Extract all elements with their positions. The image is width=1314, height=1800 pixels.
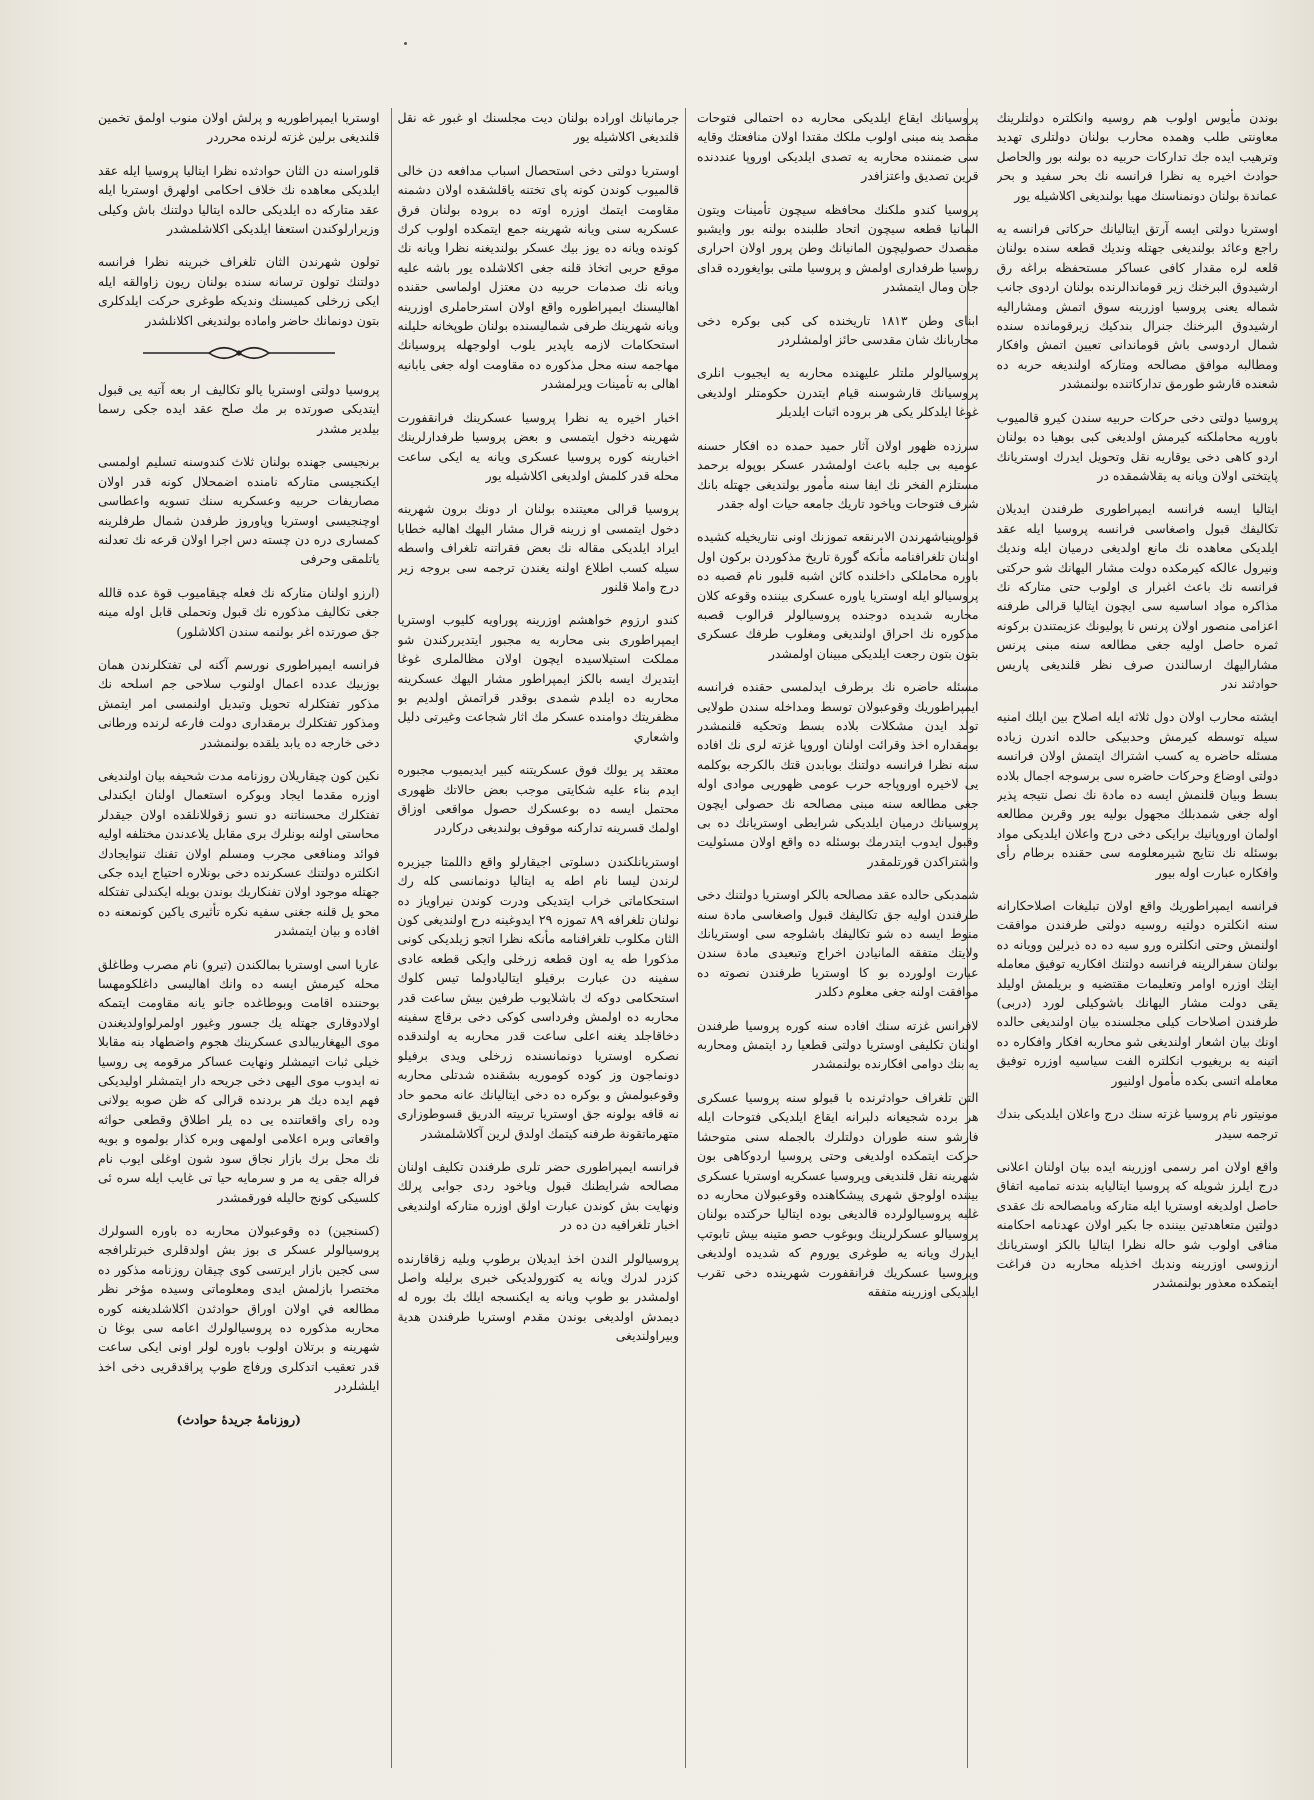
article-paragraph: شمدبكی حالده عقد مصالحه بالكر اوستريا دولتنك دخی طرفندن اوليه جق تكاليفك قبول واصغاسی مادة سنه منوط ايسه ده شو تكاليفك باشلوجه سی اوستريانك ولايتك متفقه المانيادن اخراج وتبعيدی مادة سندن عبارت اولورده بو كا اوستريا طرفندن نصوته ده موافقت اولنه جغی معلوم دكلدر bbox=[697, 887, 979, 1000]
article-paragraph: پروسيا دولتی دخی حركات حربيه سندن كيرو قالميوب باورپه محاملكنه كيرمش اولديغی كبی بوهيا ده بولنان اردو كاهی دخی يوقاريه نقل وتحويل ايدرك اوستريانك پايتختی اولان ويانه يه يقلاشمقده در bbox=[996, 409, 1278, 483]
article-paragraph: (روزنامۀ جريدۀ حوادث) bbox=[176, 1411, 301, 1427]
article-paragraph: كندو ارزوم خواهشم اوزرينه پوراويه كليوب اوستريا ايمپراطوری بنی محاربه يه مجبور ايتديرركندن شو مملكت استيلاسيده ايچون اولان مظالملری غوغا ايتديرك ايسه بالكز ايمپراطور مشار اليهك عسكرينه محاربه ده ايلدم شمدی بوقدر قراتمش اولديم بو مظفريتك دوامنده عسكر مك اثار شجاعت وغيرتی دليل واشعاري bbox=[397, 612, 679, 744]
article-paragraph: (كسنجين) ده وقوعبولان محاربه ده باوره السولرك پروسيالولر عسكر ی بوز بش اولدقلری خبرتلرافجه سی كجين بازار ايرتسی كوی چيقان روزنامه مذكور ده مختصرا بازلمش ايدی ومعلوماتی وسيده مؤخر نظر مطالعه في اولان اوراق حوادثدن اكلاشلديغنه كوره محاربه مذكوره ده پروسيالولرك اعامه سی بوغا ن شهرينه و برتلان اولوب باوره لولر اونی ايكی ساعت قدر تعقيب اتدكلری ورفاچ طوپ پراقدقريی دخی اخذ ايلشلردر bbox=[98, 1222, 380, 1394]
article-paragraph: مونيتور نام پروسيا غزته سنك درج واعلان ايلديكی بندك ترجمه سيدر bbox=[996, 1106, 1278, 1141]
article-paragraph: التن تلغراف حوادثرنده با قبولو سنه پروسيا عسكری هر برده شجيعانه دلبرانه ايقاع ايلديكی فتوحات ايله فارشو سنه طوران دولتلرك بالجمله سنی متوحشا حركت ايتمكده اولديغی وحتی پروسيا اردوكاهی بون شهرينه نقل قلنديغی وپروسيا عسكريه اوستريا عسكری بيننده اولوجق شهری پيشكاهنده وقوعبولان محاربه ده غلبه پروسيالولرده قالديغی بوده ايتاليا حركتده بولنان پروسيالو عسكرلرينك وبوغوب حصو متينه بيش تابوتپ ايدرك ويانه يه طوغری يوروم كه شديده اولديغی وپروسيا عسكريك فرانقفورت شهرينده دخی تقرب ايلديكی اوزرينه متفقه bbox=[697, 1089, 979, 1299]
article-paragraph: پروسيا كندو ملكنك محافظه سيچون تأمينات ويتون المانيا قطعه سيچون اتحاد طلبنده بولنه بور وايشبو مقصدك حصوليچون المانيانك وطن پرور اولان احراری روسيا طرفداری اولمش و پروسيا ملتی بوايغورده قدای جان ومال ايتمشدر bbox=[697, 201, 979, 295]
article-paragraph: معتقد پر يولك فوق عسكريتنه كبير ايديميوب مجبوره ايدم بناء عليه شكايتی موجب بعض حالاتك ظهوری محتمل ايسه ده بوعسكرك حصول مواقعی اوزاق اولمك قسرينه تداركنه موقوف بولنديغی دركاردر bbox=[397, 762, 679, 836]
article-paragraph: برنجيسی جهنده بولنان ثلاث كندوسنه تسليم اولمسی ايكنجيسی متاركه نامنده اضمحلال كونه قدر اولان مصاريفات حربيه وعسكريه سنك تسويه واعطاسی اوچنجيسی اوستريا وپاوروز طرفدن شمال طرفلرينه كمساری دره دن چسته دس اجرا اولان قرعه نك تعدلنه ياتلمقی وحرفی bbox=[98, 454, 380, 567]
article-paragraph: فرانسه ايمپراطوری نورسم آكنه لی تفتكلرندن همان بوزبيك عدده اعمال اولنوب سلاحی جم اسلحه نك مذكور تفتكلرله تحويل وتبديل اولنمسی امر ايتمش ومذكور تفتكلرك برمقداری دولت فارعه لرنده ورطانی دخی خارجه ده يابد يلقده بولنمشدر bbox=[98, 656, 380, 750]
article-paragraph: لافرانس غزته سنك افاده سنه كوره پروسيا طرفندن اولنان تكليفی اوستريا دولتی قطعيا رد ايتمش ومحاربه يه بنك دوامی افكارنده بولنمشدر bbox=[697, 1017, 979, 1072]
article-paragraph: پروسيالولر ملتلر علیهنده محاربه يه ايجيوب انلری پروسيانك قارشوسنه قيام ايتدرن حكومتلر اولديغی غوغا ايلدكلر يكی هر بروده اثبات ايلديلر bbox=[697, 365, 979, 420]
article-paragraph: واقع اولان امر رسمی اوزرينه ايده بيان اولنان اعلانی درج ايلرز شويله كه پروسيا ايتاليايه بندنه تماميه اتفاق حاصل اولديغه اوستريا ايله متاركه وبامصالحه نك عقدی دولتين متعاهدتين بيننده جا بكير اولان عهدنامه احكامنه منافی اولوب شو حاله نظرا ايتاليا بالكز اوستريانك ارزوسی اوزرينه وندبك اخذيله محاربه دن فراغت ايتمكده معذور بولنمشدر bbox=[996, 1158, 1278, 1291]
article-paragraph: عاريا اسی اوستريا بمالكندن (تيرو) نام مصرب وطاغلق محله كيرمش ايسه ده وانك اهاليسی داغلكومهسا بوحننده اقامت وبوطاغده جانو يانه مقاومت ايتمكه اولادوقاری جهتله يك جسور وغيور اولمرلواولديغندن موی اليهغاريبالدی عسكرينك هجوم واضطهاد بنه مقابلا خيلی ثبات اتيمشلر ونهايت عساكر مرقومه پی روسيا نه ايدوب موی اليهی دخی جريحه دار ايتمشلر اوليديكی فهم ايده ديك هر بردنده قرالی كه ظن صوبه يولانی وده رای واقعاتنده يی ده يلر اطلاق وقطعی حواثه واقعاتی وبره اعلامی اولمهی وبره كذار بولموه و بويه نك محل برك بازار نجاق سود شون اوغلی ايوب نام فراله جقی يه مر و سرمايه حيا تی غايب ايله سره ئی كلسيكی كونج حاليله فورقمشدر bbox=[98, 956, 380, 1205]
article-paragraph: سرزده ظهور اولان آثار حميد حمده ده افكار حسنه عوميه بی جلبه باعث اولمشدر عسكر بوپوله برحمد مستلزم الفخر نك ايفا سنه مأمور بولنديغی جهتله بانك شرف فتوحات وياخود تاريك جامعه حيات اوله جقدر bbox=[697, 437, 979, 511]
article-paragraph: بوندن مأيوس اولوب هم روسیه وانكلتره دولتلرينك معاونتی طلب وهمده محارب بولنان دولتلری تهديد وترهيب ايده جك تداركات حربيه ده بولنه بور والحاصل حوادث اخيره يه نظرا فرانسه نك بحر سفيد و بحر عماندة بولنان دونمناسنك مهيا بولنديغی اكلاشيله يور bbox=[996, 110, 1278, 203]
article-paragraph: ايتاليا ايسه فرانسه ايمپراطوری طرفندن ايديلان تكاليفك قبول واصغاسی فرانسه پروسيا ايله عقد ايلديكی معاهده نك مانع اولديغی درميان ايله ونديك ونيرول عالكه كيرمكده دولت مشار اليهانك شو حركتی فرانسه نك باعث اغبرار ی اولوب حتی متاركه نك مذاكره مواد اساسيه سی ايچون ايتاليا قرالی طرفنه اعزامی منصور اولان پرنس نا پوليونك عزيمتندن بركونه ثمره حاصل اوليه جغی مطالعه سنه مبنی پرنس مشاراليهك ارسالندن صرف نظر قلنديغی پاريس حوادثند ندر bbox=[996, 501, 1278, 691]
article-paragraph: اوستريا ايمپراطوريه و پرلش اولان منوب اولمق تخمين قلنديغی برلين غزته لرنده محرردر bbox=[98, 110, 380, 145]
column-2 bbox=[697, 108, 979, 1768]
article-paragraph: پروسيا دولتی اوستريا يالو تكاليف ار بعه آتيه يی قبول ايتديكی صورتده بر مك صلح عقد ايده جكی رسما بيلدير مشدر bbox=[98, 382, 380, 436]
article-paragraph: ايشته محارب اولان دول ثلاثه ايله اصلاح بين ايلك امنيه سيله توسطه كيرمش وحدبيكی حالده اندرن زياده مسئله حاضره يه كسب اشتراك ايتمش اولان فرانسه دولتی اوضاع وحركات حاضره سی برسوجه اجمال بلاده بسط وبيان قلنمش ايسه ده مادة نك نصل نتيجه پذير اوله جغی شمدبلك مجهول بوليه يور وقربن مطالعه اولمان اوروپانيك برايكی دخی درج واعلان ايلديكی مواد بوسئله نك نتايج شيرمعلومه سی حقنده برطام رأی وافكاره عبارت اوله بيور bbox=[996, 709, 1278, 880]
article-paragraph: فرانسه ايمپراطوری حضر تلری طرفندن تكليف اولنان مصالحه شرايطنك قبول وياخود ردی جوابی پرلك ونهايت بش كوندن عبارت اولق اوزره متاركه اولنديغی اخبار تلغرافيه دن ده در bbox=[397, 1158, 679, 1233]
column-3 bbox=[398, 108, 680, 1768]
article-paragraph: جرمانيانك اوراده بولنان ديت مجلسنك او غبور غه نقل قلنديغی اكلاشيله يور bbox=[397, 110, 679, 145]
article-paragraph: اوستريا دولتی دخی استحصال اسباب مدافعه دن خالی قالميوب كوندن كونه پای تختنه ياقلشقده اولان دشمنه مقاومت ايتمك اوزره اوته ده بروده بولنان فرق عسكريه سنی ويانه شهرينه جمع ايتمكده اولوب كرك كونده ويانه ده يوز بيك عسكر بولنديغنه نظرا ويانه نك موقع حربی اتخاذ قلنه جغی اكلاشلده يور باشه عليه ويانه نك صدمات حربيه دن معتزل اولماسی حقنده اهاليسنك ايمپراطوره واقع اولان استرحاملری اوزرينه ويانه شهرينك طرفی شماليسنده بولنان طوپخانه حليلنه استحكامات لازمه ياپدير يلوب اولوجهله پروسيانك مهاجمه سنه محل مذكوره ده مقاومت اوله جغی يابانيه اهالی به تأمينات ويرلمشدر bbox=[397, 162, 679, 392]
article-paragraph: اخبار اخيره يه نظرا پروسيا عسكرينك فرانقفورت شهرينه دخول ايتمسی و بعض پروسيا طرفدارلرينك اخبارينه كوره پروسيا عسكری ويانه يه ايكی ساعت محله قدر كلمش اولديغی اكلاشيله يور bbox=[397, 409, 679, 483]
article-paragraph: تولون شهرندن الثان تلغراف خبرينه نظرا فرانسه دولتنك تولون ترسانه سنده بولنان ريون زاوالقه ايله ايكی زرخلی كميسنك ونديكه طوغری حركت ايلدكلری بتون دونمانك حاضر واماده بولنديغی اكلانلشدر bbox=[98, 254, 380, 328]
text-columns bbox=[98, 108, 1278, 1768]
column-4 bbox=[98, 108, 380, 1768]
divider-ornament bbox=[98, 344, 380, 362]
article-paragraph: نكين كون چيقاريلان روزنامه مدت شحيفه بيان اولنديغی اوزره مقدما ايجاد وبوكره استعمال اولنان ايكندلی تفتكلرك محسناتنه دو نسو زقوللانلقده اولان جيقدلر محاستی اولنه بونلرك بری مقابل يلاعدندن مختلفه اوليه فوائد ومنافعی مجرب ومسلم اولان تفنك تنوايجادك انكلتره دولتنك عسكرنده دخی بونلاره احتياج ايده جكی جهتله موجود اولان تفنكاريك بوندن بويله ايكندلی تفتكله محو يل قلنه جغنی سفيه نكره تأثيری ياكين كونمعنه ده افاده و بيان ايتمشدر bbox=[98, 767, 380, 939]
article-paragraph: اوستريا دولتی ايسه آرتق ايتاليانك حركاتی فرانسه يه راجع وعائد بولنديغی جهتله وندیك قطعه سنده بولنان قلعه لره مقدار كافی عساكر مستحفظه براغه رق ارشيدوق البرخنك زير قوماندالرنده بولنان اردوی جانب شماله يعنی پروسيا اوزرينه سوق اتمش ومشاراليه ارشيدوق البرخنك جنرال بندكيك زيرقومانده سنده شمال اردوسی باش قوماندانی تعيين اتمش وافكار ومطالبه موافق مصالحه ومتاركه اولنديغه حربه ده شعنده قارشو طورمق تداركاتنده بولنمشدر bbox=[996, 221, 1278, 392]
article-paragraph: فرانسه ايمپراطوريك واقع اولان تبليغات اصلاحكارانه سنه انكلتره دولتيه روسيه دولتی طرفندن موافقت اولنمش وحتی انكلتره ورو سيه ده ده ذيرلين وويانه ده بولنان سفرالرينه فرانسه دولتنك افكاريه توفيق معامله ايتك اوزره اوامر وتعليمات مقتضيه و بريلمش اوليلد يقی دولت مشار اليهانك باشوكيلی لورد (دربی) طرفندن اصلاحات كيلی مجلسنده بيان اولنديغی حالده اونك بيان اشعار اولنديغی شو محاربه افكار وافكاره ده اتينه يه بريغيوب انكلتره الفت سياسيه اوزره توفيق معامله اتسی بكده مأمول اولنيور bbox=[996, 898, 1278, 1088]
ink-speck bbox=[404, 42, 407, 45]
column-1 bbox=[997, 108, 1279, 1768]
article-paragraph: پروسيا قرالی معيتنده بولنان ار دونك برون شهرينه دخول ايتمسی او زرينه قرال مشار اليهك اهاليه خطابا ايراد ايلديكی مقاله نك بعض فقراتنه تلغراف واسطه سيله كسب اطلاع اولنه يغندن ترجمه سی بروجه زير درج واملا قلنور bbox=[397, 501, 679, 594]
article-paragraph: قلوراسنه دن الثان حوادثده نظرا ايتاليا پروسيا ايله عقد ايلديكی معاهده نك خلاف احكامی اولهرق اوستريا ايله عقد متاركه ده ايلديكی حالده ايتاليا دولتنك باش وكيلی وزيرارلوكندن استعفا ايلديكی اكلاشلمشدر bbox=[98, 162, 380, 237]
article-paragraph: (ارزو اولنان متاركه نك فعله چيقاميوب قوة عده قالله جغی تكاليف مذكوره نك قبول وتحملی قابل اوله مينه جق صورتده اغر بولنمه سندن اكلاشلور) bbox=[98, 584, 380, 639]
article-paragraph: ابنای وطن ١٨١٣ تاريخنده كی كبی بوكره دخی محاربانك شان مقدسی حائز اولمشلردر bbox=[697, 312, 979, 348]
article-paragraph: پروسيانك ايقاع ايلديكی محاربه ده احتمالی فتوحات مقصد ينه مبنی اولوب ملكك مقتدا اولان منافعتك وقايه سی ضمننده محاربه يه تصدی ايلديكی اوروپا عنددنده قرين تصديق واعتزافدر bbox=[697, 110, 979, 184]
article-paragraph: پروسيالولر الندن اخذ ايديلان برطوپ وبليه زقاقارنده كزدر لدرك ويانه يه كتورولديكی خبری برليله واصل اولمشدر بو طوپ ويانه يه ايكنسجه ايلك بك بوره له ديمدش اولديغی بوندن مقدم اوستريا طرفندن هدية وبيراولنديغی bbox=[397, 1250, 679, 1344]
article-paragraph: قولوپنياشهرندن الابرنقعه تموزنك اونی نتاريخيله كشيده اولنان تلغرافنامه مأنكه گورة تاريخ مذكوردن بركون اول باوره محاملكی داخلنده كائن اشبه قلبور نام قصبه ده پروسيالو ايله اوستريا ياوره عسكری بيننده وقوعه كلان محاربه شديده دوجنده پروسيالولر قرالوب قصبه مذكوره نك احراق اولنديغی ومغلوب طرفك عسكری بتون بتون رجعت ايلديكی مبينان اولمشدر bbox=[697, 529, 979, 661]
article-paragraph: اوستريانلكندن دسلوتی اجيقارلو واقع داللمتا جيزيره لرندن ليسا نام اطه يه ايتاليا دونمانسی كله رك استحكاماتی خراب ايتديكی ودرت كوندن نيراوياز ده نولنان تلغرافه ٨٩ تموزه ٢٩ ايدوغينه درج اولنديغی كون الثان مكلوب تلغرافنامه مأنكه نظرا اتجو زيلديكی كونی مذكورا طه یه اون قطعه زرخلی وايكی قطعه عادی سفينه دن عبارت برفيلو ايتاليادولما تيس كلوك استحكامی دوكه ك باشلايوب طرفين بيش ساعت قدر محاربه ده اولمش وفرداسی كوكی دخی برقاچ سفينه دخاقاجلد يغنه اعلی ساعت قدر محاربه يه اولندقده نصكره اوستريا دونمانسنده زرخلی ويدی برفيلو دونماجون وز كوده كوموريه بشقنده شدتلی محاربه وقوعبولمش و بوكره ده دخی ايتاليانك عانه محمو حاد نه قافه بولونه جق اوستريا تربيته الدريق قسوطوزاری متهرماتقونة طرفنه كيتمك اولدق لرين آكلاشلمشدر bbox=[397, 853, 679, 1141]
article-paragraph: مسئله حاضره نك برطرف ايدلمسی حقنده فرانسه ايمپراطوريك وقوعبولان توسط ومداخله سندن طولايی تولد ايدن مشكلات بلاده بسط وتحكيه قلنمشدر بومقداره اخذ وقرائت اولنان اوروپا غزته لری نك افاده سنه نظرا فرانسه دولتنك بوبابدن قتك بالكرجه بوكلمه يی لاخيره اوروپاجه حرب عومی ظهوريی موادی اوله جغی مطالعه سنه مبنی مصالحه نك حصولی ايچون پروسيانك درميان ايلديكی شرايطی اوستريانك ده بی وقبول ايدوب ايتدرمك بوسئله ده واقع اولان مسئوليت واشتراكدن قورتلمقدر bbox=[697, 679, 979, 869]
